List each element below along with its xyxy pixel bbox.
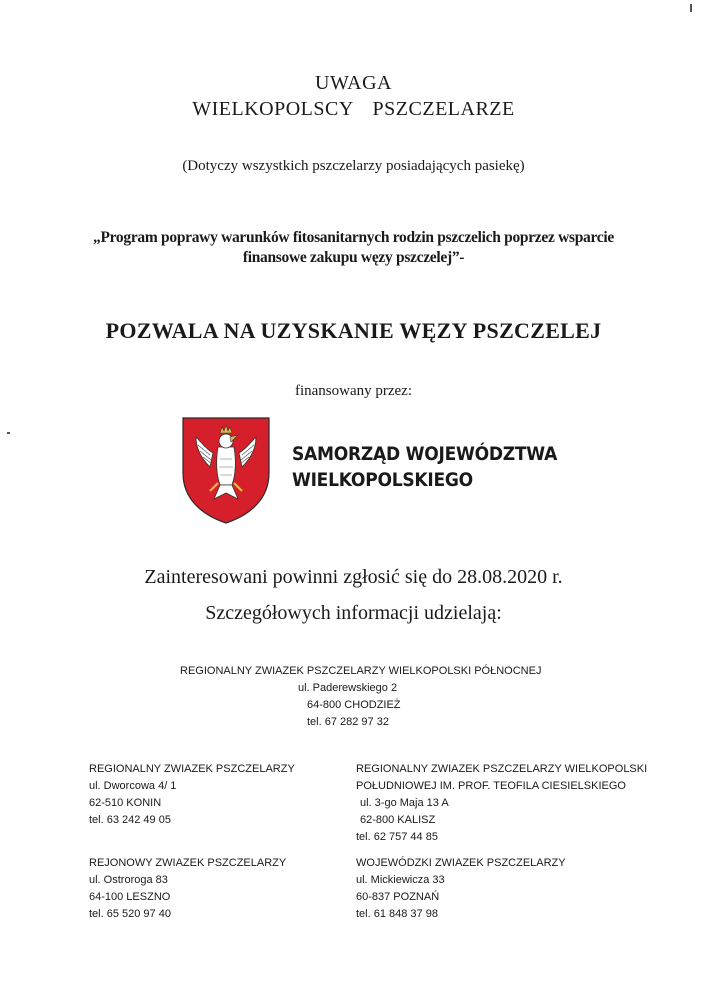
city: 64-100 LESZNO (89, 891, 171, 903)
logo-text-line-2: WIELKOPOLSKIEGO (292, 469, 473, 491)
phone: tel. 61 848 37 98 (356, 908, 438, 920)
samorzad-logo (180, 415, 558, 527)
address-block-konin (89, 761, 295, 829)
street: ul. Mickiewicza 33 (356, 874, 445, 886)
city: 64-800 CHODZIEŻ (307, 699, 401, 711)
street: ul. Paderewskiego 2 (298, 682, 398, 694)
title-line-1: UWAGA (315, 72, 392, 94)
org-name-line-1: REGIONALNY ZWIAZEK PSZCZELARZY WIELKOPOLSKI (356, 763, 648, 775)
org-name: REGIONALNY ZWIAZEK PSZCZELARZY WIELKOPOLSKI PÓŁNOCNEJ (180, 665, 542, 677)
org-name-line-2: POŁUDNIOWEJ IM. PROF. TEOFILA CIESIELSKIEGO (356, 780, 626, 792)
city: 62-510 KONIN (89, 797, 162, 809)
scan-speck (690, 4, 692, 12)
city: 60-837 POZNAŃ (356, 891, 440, 903)
financed-by-label: finansowany przez: (294, 383, 413, 399)
phone: tel. 65 520 97 40 (89, 908, 171, 920)
street: ul. Ostroroga 83 (89, 874, 168, 886)
org-name: REGIONALNY ZWIAZEK PSZCZELARZY (89, 763, 295, 775)
address-block-kalisz (356, 761, 647, 846)
org-name: WOJEWÓDZKI ZWIAZEK PSZCZELARZY (356, 857, 566, 869)
street: ul. 3-go Maja 13 A (360, 797, 449, 809)
org-name: REJONOWY ZWIAZEK PSZCZELARZY (89, 857, 287, 869)
address-block-north (180, 663, 541, 731)
program-line-1: „Program poprawy warunków fitosanitarnych rodzin pszczelich poprzez wsparcie (93, 229, 614, 246)
title-line-2: WIELKOPOLSCY PSZCZELARZE (192, 98, 515, 120)
program-line-2: finansowe zakupu węzy pszczelej”- (242, 249, 465, 266)
subtitle: (Dotyczy wszystkich pszczelarzy posiadających pasiekę) (182, 158, 525, 174)
street: ul. Dworcowa 4/ 1 (89, 780, 177, 792)
logo-text-line-1: SAMORZĄD WOJEWÓDZTWA (292, 443, 558, 465)
logo-text (292, 441, 557, 493)
address-block-poznan (356, 855, 566, 923)
scan-speck (7, 432, 10, 434)
city: 62-800 KALISZ (360, 814, 436, 826)
details-label: Szczegółowych informacji udzielają: (205, 602, 502, 624)
program-name (70, 228, 637, 268)
headline: POZWALA NA UZYSKANIE WĘZY PSZCZELEJ (105, 318, 602, 343)
phone: tel. 67 282 97 32 (307, 716, 389, 728)
address-block-leszno (89, 855, 286, 923)
wielkopolska-eagle-shield-icon (180, 415, 272, 525)
deadline-text: Zainteresowani powinni zgłosić się do 28.08.2020 r. (144, 566, 563, 588)
phone: tel. 63 242 49 05 (89, 814, 171, 826)
phone: tel. 62 757 44 85 (356, 831, 438, 843)
